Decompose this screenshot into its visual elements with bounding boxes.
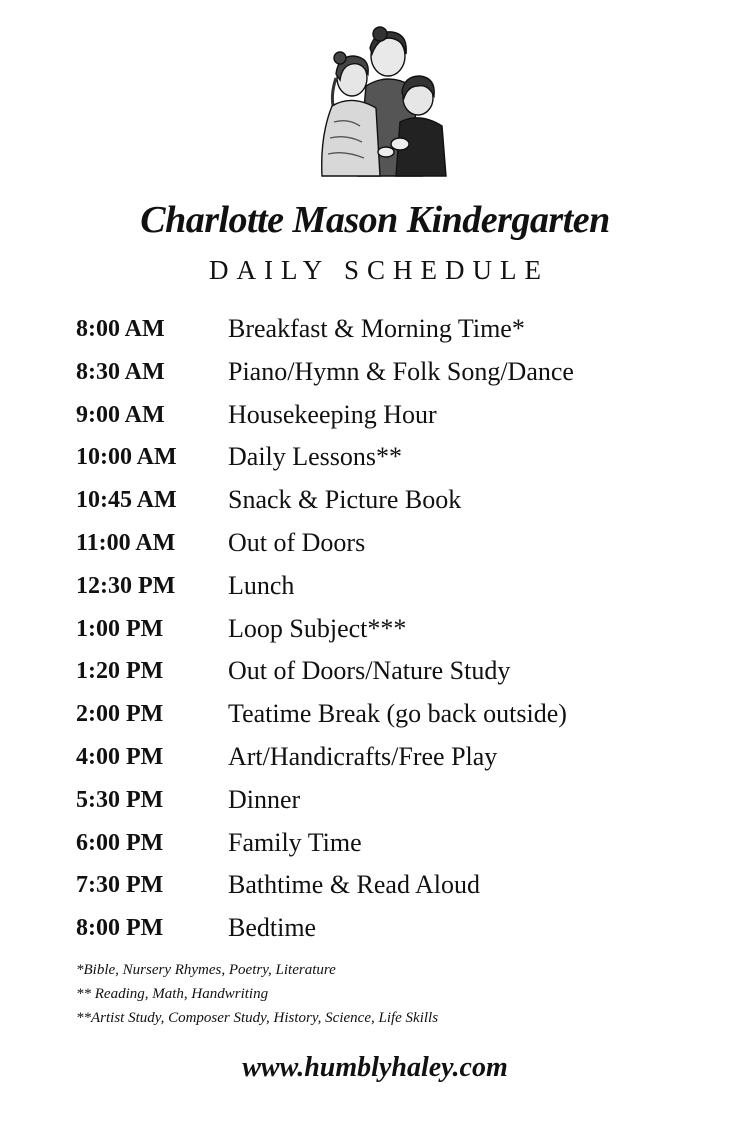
- schedule-time: 1:20 PM: [76, 658, 164, 685]
- schedule-row: [76, 355, 696, 398]
- schedule-activity: Out of Doors/Nature Study: [228, 656, 511, 686]
- website-url: www.humblyhaley.com: [242, 1052, 508, 1083]
- schedule-activity: Bedtime: [228, 913, 317, 943]
- schedule-row: [76, 740, 696, 783]
- schedule-time: 8:30 AM: [76, 358, 165, 385]
- schedule-activity: Breakfast & Morning Time*: [228, 314, 525, 343]
- schedule-time: 1:00 PM: [76, 615, 164, 642]
- schedule-time: 9:00 AM: [76, 401, 165, 428]
- schedule-time: 2:00 PM: [76, 701, 164, 728]
- schedule-row: [76, 654, 696, 697]
- schedule-activity: Loop Subject***: [228, 613, 407, 643]
- schedule-row: [76, 312, 696, 355]
- schedule-activity: Dinner: [228, 784, 301, 814]
- schedule-activity: Piano/Hymn & Folk Song/Dance: [228, 356, 574, 386]
- schedule-row: [76, 526, 696, 569]
- schedule-activity: Daily Lessons**: [228, 442, 403, 472]
- schedule-row: [76, 612, 696, 655]
- schedule-activity: Bathtime & Read Aloud: [228, 870, 481, 900]
- page-subtitle: DAILY SCHEDULE: [208, 255, 550, 285]
- schedule-time: 12:30 PM: [76, 572, 176, 599]
- schedule-time: 8:00 PM: [76, 915, 164, 942]
- page-title: Charlotte Mason Kindergarten: [140, 199, 610, 241]
- footnote: *Bible, Nursery Rhymes, Poetry, Literature: [76, 962, 336, 978]
- schedule-activity: Teatime Break (go back outside): [228, 699, 567, 729]
- schedule-row: [76, 697, 696, 740]
- schedule-row: [76, 911, 696, 954]
- schedule-time: 6:00 PM: [76, 829, 164, 856]
- schedule-row: [76, 569, 696, 612]
- schedule-list: [76, 312, 696, 954]
- mother-and-children-illustration: [300, 26, 456, 182]
- schedule-activity: Housekeeping Hour: [228, 399, 437, 429]
- schedule-row: [76, 440, 696, 483]
- footnote: **Artist Study, Composer Study, History, Science, Life Skills: [76, 1010, 439, 1026]
- schedule-activity: Snack & Picture Book: [228, 485, 462, 515]
- schedule-row: [76, 783, 696, 826]
- schedule-row: [76, 826, 696, 869]
- schedule-row: [76, 868, 696, 911]
- footnotes: [76, 958, 438, 1030]
- schedule-time: 8:00 AM: [76, 316, 165, 342]
- schedule-activity: Out of Doors: [228, 527, 366, 557]
- schedule-time: 5:30 PM: [76, 786, 164, 813]
- schedule-time: 7:30 PM: [76, 872, 164, 899]
- footnote: ** Reading, Math, Handwriting: [76, 986, 269, 1002]
- schedule-activity: Lunch: [228, 570, 295, 600]
- schedule-row: [76, 483, 696, 526]
- schedule-activity: Family Time: [228, 827, 362, 857]
- schedule-time: 11:00 AM: [76, 529, 176, 556]
- schedule-time: 4:00 PM: [76, 743, 164, 770]
- schedule-activity: Art/Handicrafts/Free Play: [228, 741, 498, 771]
- schedule-time: 10:00 AM: [76, 444, 177, 471]
- schedule-time: 10:45 AM: [76, 487, 177, 514]
- schedule-row: [76, 398, 696, 441]
